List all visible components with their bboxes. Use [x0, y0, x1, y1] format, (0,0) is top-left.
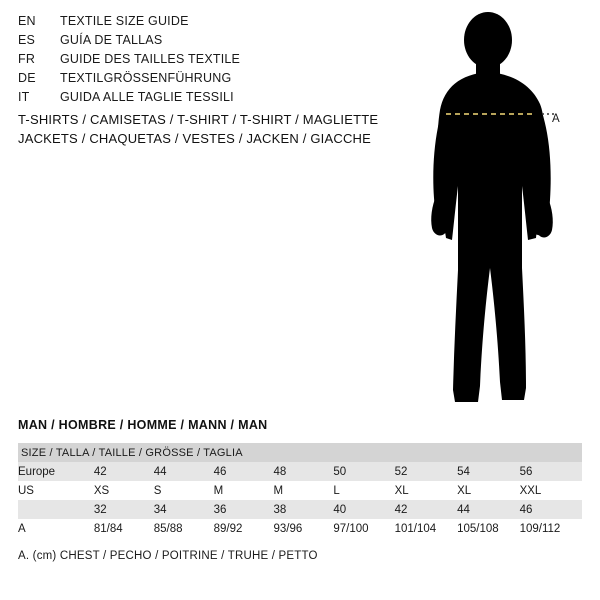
cell-value: 54 [457, 462, 520, 481]
cell-value: 38 [273, 500, 333, 519]
cell-value: 46 [214, 462, 274, 481]
cell-value: XXL [520, 481, 582, 500]
cell-value: 97/100 [333, 519, 394, 538]
cell-value: 44 [457, 500, 520, 519]
legend-language-text: TEXTILGRÖSSENFÜHRUNG [60, 71, 232, 85]
table-row [18, 519, 582, 538]
cell-value: M [214, 481, 274, 500]
cell-value: 52 [395, 462, 458, 481]
row-label-us-numeric [18, 500, 94, 519]
male-silhouette-figure [400, 10, 600, 410]
section-title-man: MAN / HOMBRE / HOMME / MANN / MAN [18, 418, 268, 432]
cell-value: 34 [154, 500, 214, 519]
cell-value: 48 [273, 462, 333, 481]
category-jackets: JACKETS / CHAQUETAS / VESTES / JACKEN / GIACCHE [18, 131, 372, 146]
legend-language-text: GUIDA ALLE TAGLIE TESSILI [60, 90, 234, 104]
cell-value: 101/104 [395, 519, 458, 538]
table-header-label: SIZE / TALLA / TAILLE / GRÖSSE / TAGLIA [18, 443, 582, 462]
legend-row [18, 33, 418, 52]
cell-value: XL [395, 481, 458, 500]
cell-value: XS [94, 481, 154, 500]
cell-value: L [333, 481, 394, 500]
table-row [18, 481, 582, 500]
table-row [18, 462, 582, 481]
legend-language-code: FR [18, 52, 36, 66]
legend-language-code: ES [18, 33, 36, 47]
language-legend [18, 14, 418, 109]
cell-value: 36 [214, 500, 274, 519]
cell-value: 42 [395, 500, 458, 519]
garment-categories [18, 110, 438, 148]
cell-value: 93/96 [273, 519, 333, 538]
cell-value: 40 [333, 500, 394, 519]
cell-value: 89/92 [214, 519, 274, 538]
legend-row [18, 71, 418, 90]
size-table [18, 443, 582, 538]
cell-value: 42 [94, 462, 154, 481]
cell-value: 46 [520, 500, 582, 519]
cell-value: 32 [94, 500, 154, 519]
cell-value: XL [457, 481, 520, 500]
row-label-chest: A [18, 519, 94, 538]
row-label-us: US [18, 481, 94, 500]
row-label-europe: Europe [18, 462, 94, 481]
chest-measure-label: A [552, 113, 561, 125]
legend-row [18, 52, 418, 71]
legend-language-code: IT [18, 90, 30, 104]
legend-row [18, 90, 418, 109]
cell-value: S [154, 481, 214, 500]
cell-value: 81/84 [94, 519, 154, 538]
cell-value: 105/108 [457, 519, 520, 538]
legend-row [18, 14, 418, 33]
cell-value: 85/88 [154, 519, 214, 538]
cell-value: 50 [333, 462, 394, 481]
category-tshirts: T-SHIRTS / CAMISETAS / T-SHIRT / T-SHIRT / MAGLIETTE [18, 112, 379, 127]
table-header-row [18, 443, 582, 462]
legend-language-text: GUIDE DES TAILLES TEXTILE [60, 52, 241, 66]
chest-measurement-note: A. (cm) CHEST / PECHO / POITRINE / TRUHE / PETTO [18, 550, 318, 562]
cell-value: 109/112 [520, 519, 582, 538]
legend-language-code: EN [18, 14, 36, 28]
cell-value: 56 [520, 462, 582, 481]
legend-language-text: GUÍA DE TALLAS [60, 33, 163, 47]
table-row [18, 500, 582, 519]
silhouette-svg [400, 10, 600, 410]
cell-value: 44 [154, 462, 214, 481]
cell-value: M [273, 481, 333, 500]
legend-language-text: TEXTILE SIZE GUIDE [60, 14, 189, 28]
legend-language-code: DE [18, 71, 36, 85]
